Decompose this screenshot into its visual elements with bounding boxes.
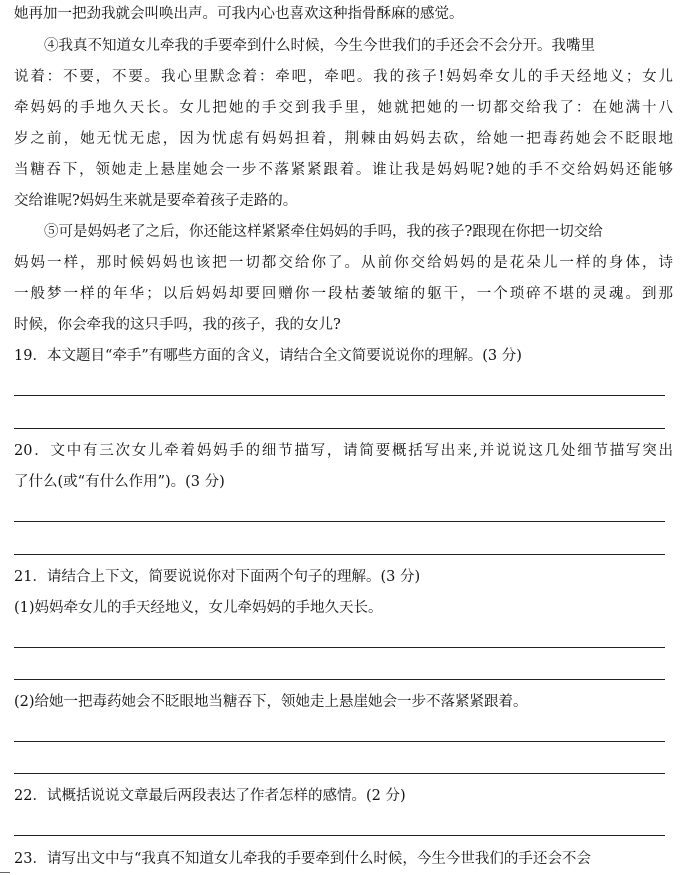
question-21-sentence-2: (2)给她一把毒药她会不眨眼地当糖吞下，领她走上悬崖她会一步不落紧紧跟着。 [14,694,528,710]
answer-line-20-1[interactable] [14,521,665,522]
passage-line-4: 牵妈妈的手地久天长。女儿把她的手交到我手里，她就把她的一切都交给我了：在她满十八 [14,100,673,116]
answer-line-19-1[interactable] [14,395,665,396]
answer-line-21-2-b[interactable] [14,773,665,774]
question-23: 23．请写出文中与“我真不知道女儿牵我的手要牵到什么时候，今生今世我们的手还会不会 [14,851,591,867]
question-20-line-2: 了什么(或“有什么作用”)。(3 分) [14,474,225,490]
paragraph-5-first-line: ⑤可是妈妈老了之后，你还能这样紧紧牵住妈妈的手吗，我的孩子?跟现在你把一切交给 [44,224,603,240]
answer-line-21-2-a[interactable] [14,741,665,742]
question-22: 22．试概括说说文章最后两段表达了作者怎样的感情。(2 分) [14,788,406,804]
answer-line-20-2[interactable] [14,554,665,555]
answer-line-19-2[interactable] [14,428,665,429]
answer-line-21-1-a[interactable] [14,647,665,648]
question-19: 19．本文题目“牵手”有哪些方面的含义，请结合全文简要说说你的理解。(3 分) [14,348,522,364]
passage-line-9: 妈妈一样，那时候妈妈也该把一切都交给你了。从前你交给妈妈的是花朵儿一样的身体，诗 [14,255,673,271]
answer-line-21-1-b[interactable] [14,679,665,680]
paragraph-4-first-line: ④我真不知道女儿牵我的手要牵到什么时候，今生今世我们的手还会不会分开。我嘴里 [44,38,595,54]
passage-line-1: 她再加一把劲我就会叫唤出声。可我内心也喜欢这种指骨酥麻的感觉。 [14,6,464,22]
passage-line-11: 时候，你会牵我的这只手吗，我的孩子，我的女儿? [14,317,341,333]
passage-line-5: 岁之前，她无忧无虑，因为忧虑有妈妈担着，荆棘由妈妈去砍，给她一把毒药她会不眨眼地 [14,131,673,147]
question-20-line-1: 20．文中有三次女儿牵着妈妈手的细节描写，请简要概括写出来,并说说这几处细节描写突出 [14,443,673,459]
passage-line-7: 交给谁呢?妈妈生来就是要牵着孩子走路的。 [14,193,298,209]
answer-line-22[interactable] [14,835,665,836]
question-21-sentence-1: (1)妈妈牵女儿的手天经地义，女儿牵妈妈的手地久天长。 [14,600,383,616]
passage-line-6: 当糖吞下，领她走上悬崖她会一步不落紧紧跟着。谁让我是妈妈呢?她的手不交给妈妈还能够 [14,162,673,178]
question-21: 21．请结合上下文，简要说说你对下面两个句子的理解。(3 分) [14,569,421,585]
passage-line-3: 说着：不要，不要。我心里默念着：牵吧，牵吧。我的孩子!妈妈牵女儿的手天经地义；女儿 [14,69,673,85]
passage-line-10: 一般梦一样的年华；以后妈妈却要回赠你一段枯萎皱缩的躯干，一个琐碎不堪的灵魂。到那 [14,286,673,302]
